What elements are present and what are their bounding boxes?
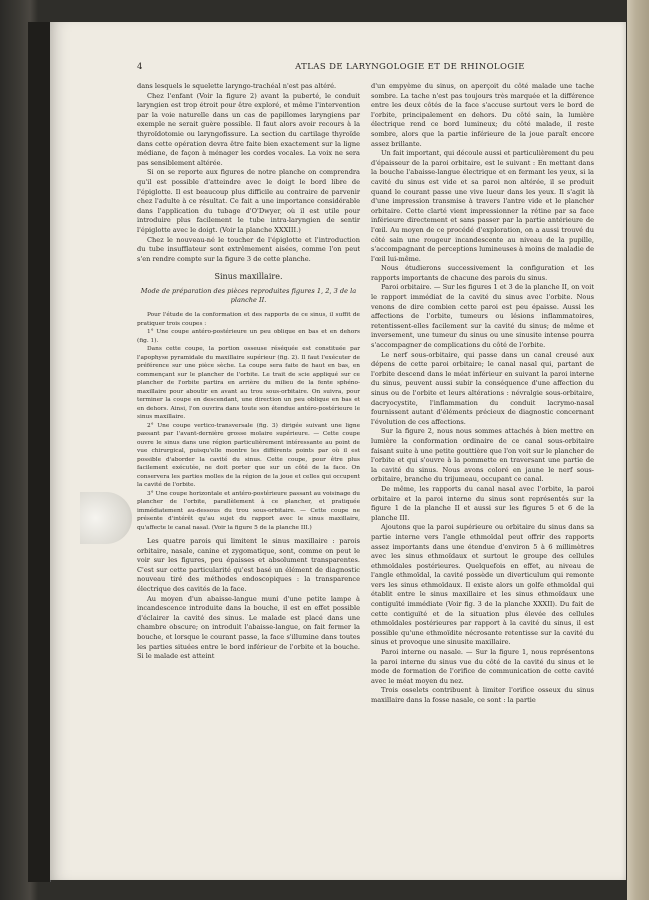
page-edges: [627, 0, 649, 900]
paragraph: Ajoutons que la paroi supérieure ou orbitaire du sinus dans sa partie interne vers l'angle ethmoïdal peut offrir des rapports assez importants dans une étendue d'environ 5 à 6 millimètres avec les sinus ethmoïdaux et surtout le groupe des cellules ethmoïdales postérieures. Quelquefois en effet, au niveau de l'angle ethmoïdal, la cavité possède un diverticulum qui remonte vers les sinus ethmoïdaux. Il existe alors un golfe ethmoïdal qui établit entre le sinus maxillaire et les sinus ethmoïdaux une contiguïté immédiate (Voir fig. 3 de la planche XXXII). Du fait de cette contiguïté et de la situation plus élevée des cellules ethmoïdales postérieures par rapport à la cavité du sinus, il est possible qu'une ethmoïdite nécrosante retentisse sur la cavité du sinus et provoque une sinusite maxillaire.: [371, 523, 594, 647]
paragraph: Trois osselets contribuent à limiter l'orifice osseux du sinus maxillaire dans la fosse nasale, ce sont : la partie: [371, 686, 594, 704]
paragraph: dans lesquels le squelette laryngo-trachéal n'est pas altéré.: [137, 82, 337, 90]
paragraph: Au moyen d'un abaisse-langue muni d'une petite lampe à incandescence introduite dans la bouche, il est en effet possible d'éclairer la cavité des sinus. Le malade est placé dans une chambre obscure; on introduit l'abaisse-langue, on fait fermer la bouche, et lorsque le courant passe, la face s'illumine dans toutes les parties situées entre le bord inférieur de l'orbite et la bouche. Si le malade est atteint: [137, 594, 360, 661]
page-clip: [80, 492, 132, 544]
paragraph: Chez l'enfant (Voir la figure 2) avant la puberté, le conduit laryngien est trop étroit pour être exploré, et même l'intervention par la voie naturelle dans un cas de papillomes laryngiens par exemple ne serait guère possible. Il faut alors avoir recours à la thyroïdotomie ou laryngofissure. La section du cartilage thyroïde dans cette opération devra être faite bien exactement sur la ligne médiane, de façon à ménager les cordes vocales. La voix ne sera pas sensiblement altérée.: [137, 91, 360, 167]
paragraph: Paroi interne ou nasale. — Sur la figure 1, nous représentons la paroi interne du sinus vue du côté de la cavité du sinus et le mode de formation de l'orifice de communication de cette cavité avec le méat moyen du nez.: [371, 648, 594, 685]
page-number: 4: [137, 62, 143, 72]
running-title: ATLAS DE LARYNGOLOGIE ET DE RHINOLOGIE: [295, 62, 525, 72]
small-paragraph: Dans cette coupe, la portion osseuse réséquée est constituée par l'apophyse pyramidale du maxillaire supérieur (fig. 2). Il faut l'exécuter de préférence sur une pièce sèche. La coupe sera faite de haut en bas, en commençant sur le plancher de l'orbite. Le trait de scie appliqué sur ce plancher de l'orbite partira en arrière du milieu de la fente sphéno-maxillaire pour aboutir en avant au trou sous-orbitaire. On suivra, pour terminer la coupe en descendant, une direction un peu oblique en bas et en dehors. Ainsi, l'on ouvrira dans toute son étendue antéro-postérieure le sinus maxillaire.: [137, 346, 360, 421]
paragraph: Les quatre parois qui limitent le sinus maxillaire : parois orbitaire, nasale, canine et zygomatique, sont, comme on peut le voir sur les figures, peu épaisses et absolument transparentes. C'est sur cette particularité qu'est basé un élément de diagnostic nouveau tiré des méthodes endoscopiques : la transparence électrique des cavités de la face.: [137, 537, 360, 594]
section-title: Sinus maxillaire.: [214, 272, 283, 282]
paragraph: Sur la figure 2, nous nous sommes attachés à bien mettre en lumière la conformation ordinaire de ce canal sous-orbitaire faisant suite à une petite gouttière que l'on voit sur le plancher de l'orbite et qui s'ouvre à la pommette en traversant une partie de la cavité du sinus. Nous avons coloré en jaune le nerf sous-orbitaire, branche du trijumeau, occupant ce canal.: [371, 427, 594, 484]
right-column: [371, 82, 594, 706]
paragraph: Chez le nouveau-né le toucher de l'épiglotte et l'introduction du tube insufflateur sont extrêmement aisées, comme l'on peut s'en rendre compte sur la figure 3 de cette planche.: [137, 235, 360, 263]
paragraph: Un fait important, qui découle aussi et particulièrement du peu d'épaisseur de la paroi orbitaire, est le suivant : En mettant dans la bouche l'abaisse-langue électrique et en fermant les yeux, si la cavité du sinus est vide et sa paroi non altérée, il se produit quand le courant passe une vive lueur dans les yeux. Il s'agit là d'une impression transmise à travers l'antre vide et le plancher orbitaire. Cette clarté vient impressionner la rétine par sa face inférieure directement et sans passer par la partie antérieure de l'œil. Au moyen de ce procédé d'exploration, on a aussi trouvé du côté sain une rougeur incandescente au niveau de la pupille, s'accompagnant de perceptions lumineuses à moins de maladie de l'œil lui-même.: [371, 149, 594, 263]
paragraph: Paroi orbitaire. — Sur les figures 1 et 3 de la planche II, on voit le rapport immédiat de la cavité du sinus avec l'orbite. Nous venons de dire combien cette paroi est peu épaisse. Aussi les affections de l'orbite, tumeurs ou lésions inflammatoires, retentissent-elles facilement sur la cavité du sinus; de même et inversement, une tumeur du sinus ou une sinusite intense pourra s'accompagner de complications du côté de l'orbite.: [371, 283, 594, 350]
paragraph: d'un empyème du sinus, on aperçoit du côté malade une tache sombre. La tache n'est pas toujours très marquée et la différence entre les deux côtés de la face s'accuse surtout vers le bord de l'orbite, principalement en dehors. Du côté sain, la lumière électrique rend ce bord lumineux; du côté malade, il reste sombre, alors que la partie inférieure de la joue paraît encore assez brillante.: [371, 82, 594, 148]
left-column: [137, 82, 360, 662]
paragraph: Si on se reporte aux figures de notre planche on comprendra qu'il est possible d'atteindre avec le doigt le bord libre de l'épiglotte. Il est beaucoup plus difficile au contraire de parvenir chez l'adulte à ce résultat. Ce fait a une importance considérable dans l'application du tubage d'O'Dwyer, où il est utile pour introduire plus facilement le tube intra-laryngien de sentir l'épiglotte avec le doigt. (Voir la planche XXXIII.): [137, 168, 360, 234]
paragraph: Nous étudierons successivement la configuration et les rapports importants de chacune des parois du sinus.: [371, 264, 594, 282]
subsection-title: Mode de préparation des pièces reproduites figures 1, 2, 3 de la planche II.: [140, 286, 357, 305]
paragraph: Le nerf sous-orbitaire, qui passe dans un canal creusé aux dépens de cette paroi orbitaire; le canal nasal qui, partant de l'orbite descend dans le méat inférieur en suivant la paroi interne du sinus, peuvent aussi subir la conséquence d'une affection du sinus ou de l'orbite et leurs altérations : névralgie sous-orbitaire, dacryocystite, l'inflammation du conduit lacrymo-nasal fournissent autant d'éléments précieux de diagnostic concernant l'évolution de ces affections.: [371, 350, 594, 426]
paragraph: De même, les rapports du canal nasal avec l'orbite, la paroi orbitaire et la paroi interne du sinus sont représentés sur la figure 1 de la planche II et aussi sur les figures 5 et 6 de la planche III.: [371, 484, 594, 522]
small-paragraph: 1° Une coupe antéro-postérieure un peu oblique en bas et en dehors (fig. 1).: [137, 329, 360, 344]
small-paragraph: 2° Une coupe vertico-transversale (fig. 3) dirigée suivant une ligne passant par l'avant-dernière grosse molaire supérieure. — Cette coupe ouvre le sinus dans une région particulièrement intéressante au point de vue chirurgical, puisqu'elle montre les différents points par où il est possible d'aborder la cavité du sinus. Cette coupe, pour être plus facilement exécutée, ne doit porter que sur un côté de la face. On conservera les parties molles de la région de la joue et celles qui occupent la cavité de l'orbite.: [137, 422, 360, 489]
book-spine: [28, 22, 51, 882]
small-paragraph: Pour l'étude de la conformation et des rapports de ce sinus, il suffit de pratiquer trois coupes :: [137, 312, 360, 327]
small-paragraph: 3° Une coupe horizontale et antéro-postérieure passant au voisinage du plancher de l'orbite, parallèlement à ce plancher, et pratiquée immédiatement au-dessous du trou sous-orbitaire. — Cette coupe ne présente d'intérêt qu'au sujet du rapport avec le sinus maxillaire, qu'affecte le canal nasal. (Voir la figure 5 de la planche III.): [137, 490, 360, 531]
